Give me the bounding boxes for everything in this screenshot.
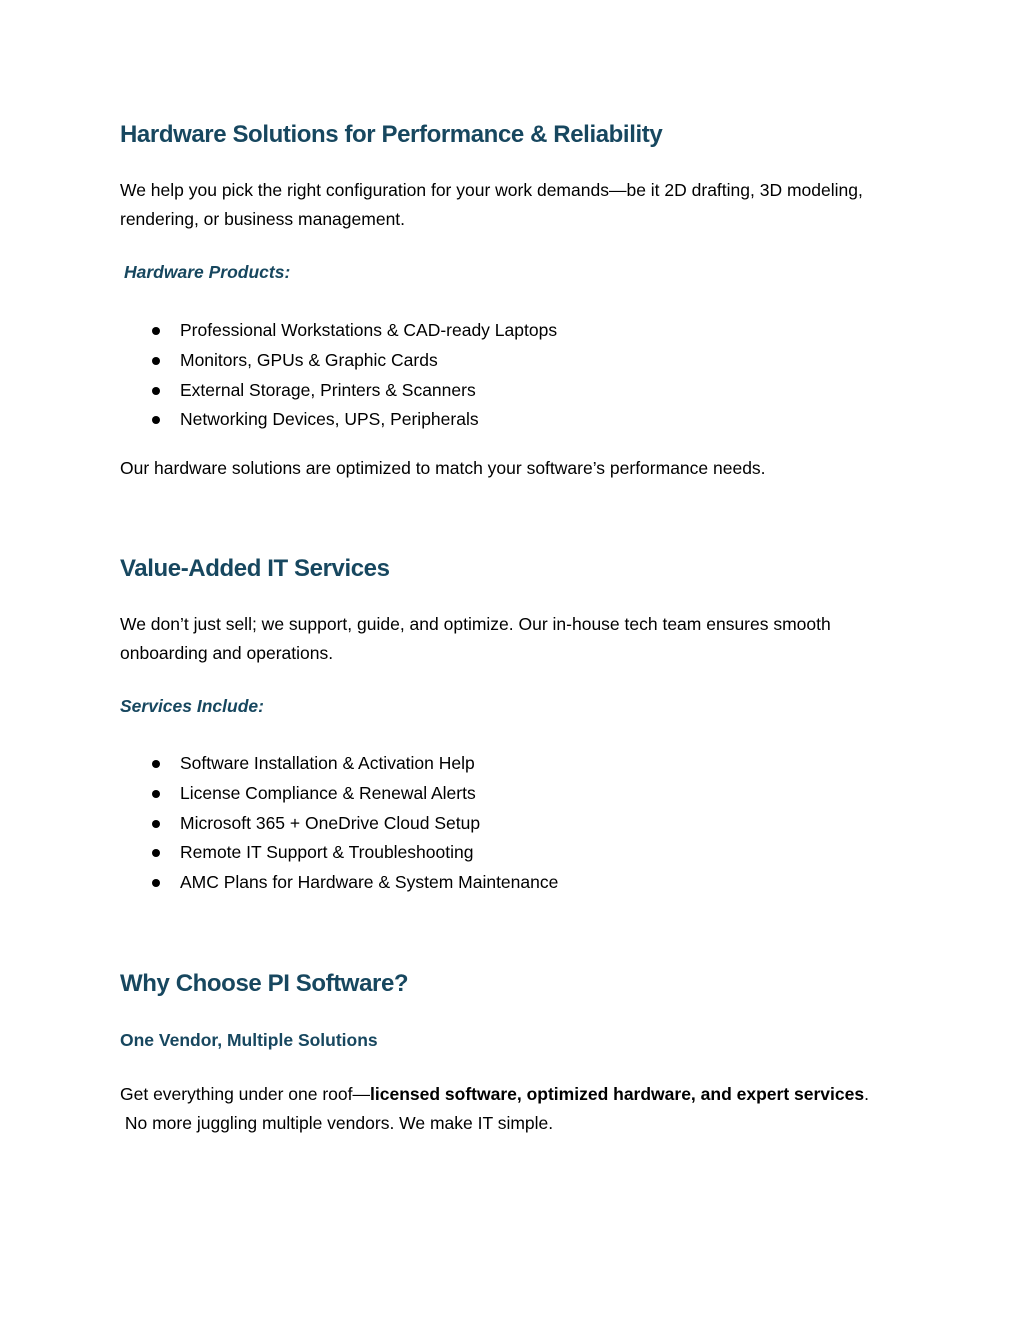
services-heading: Value-Added IT Services — [120, 555, 390, 582]
services-list — [120, 749, 558, 898]
why-para-suffix: . — [864, 1084, 869, 1104]
list-item: Monitors, GPUs & Graphic Cards — [120, 346, 557, 376]
bullet-icon — [152, 387, 160, 395]
hardware-products-label: Hardware Products: — [124, 262, 291, 282]
hardware-heading: Hardware Solutions for Performance & Reliability — [120, 121, 663, 148]
hardware-products-list — [120, 316, 557, 435]
why-heading: Why Choose PI Software? — [120, 970, 409, 997]
why-para-prefix: Get everything under one roof— — [120, 1084, 371, 1104]
bullet-icon — [152, 357, 160, 365]
list-item: Software Installation & Activation Help — [120, 749, 558, 779]
services-list-label: Services Include: — [120, 696, 264, 716]
list-item: Microsoft 365 + OneDrive Cloud Setup — [120, 809, 558, 839]
bullet-icon — [152, 849, 160, 857]
services-intro: We don’t just sell; we support, guide, and optimize. Our in-house tech team ensures smooth onboarding and operations. — [120, 614, 831, 663]
bullet-icon — [152, 820, 160, 828]
hardware-closing: Our hardware solutions are optimized to match your software’s performance needs. — [120, 458, 766, 478]
list-item: AMC Plans for Hardware & System Maintenance — [120, 868, 558, 898]
bullet-icon — [152, 790, 160, 798]
list-item: License Compliance & Renewal Alerts — [120, 779, 558, 809]
hardware-intro: We help you pick the right configuration for your work demands—be it 2D drafting, 3D modeling, rendering, or business management. — [120, 180, 863, 229]
list-item: External Storage, Printers & Scanners — [120, 376, 557, 406]
why-para-line2: No more juggling multiple vendors. We make IT simple. — [120, 1112, 554, 1133]
list-item: Professional Workstations & CAD-ready Laptops — [120, 316, 557, 346]
bullet-icon — [152, 760, 160, 768]
list-item: Networking Devices, UPS, Peripherals — [120, 405, 557, 435]
why-subheading: One Vendor, Multiple Solutions — [120, 1030, 378, 1050]
bullet-icon — [152, 416, 160, 424]
bullet-icon — [152, 327, 160, 335]
why-para-bold: licensed software, optimized hardware, and expert services — [370, 1084, 865, 1104]
why-paragraph — [120, 1080, 880, 1137]
bullet-icon — [152, 879, 160, 887]
list-item: Remote IT Support & Troubleshooting — [120, 838, 558, 868]
